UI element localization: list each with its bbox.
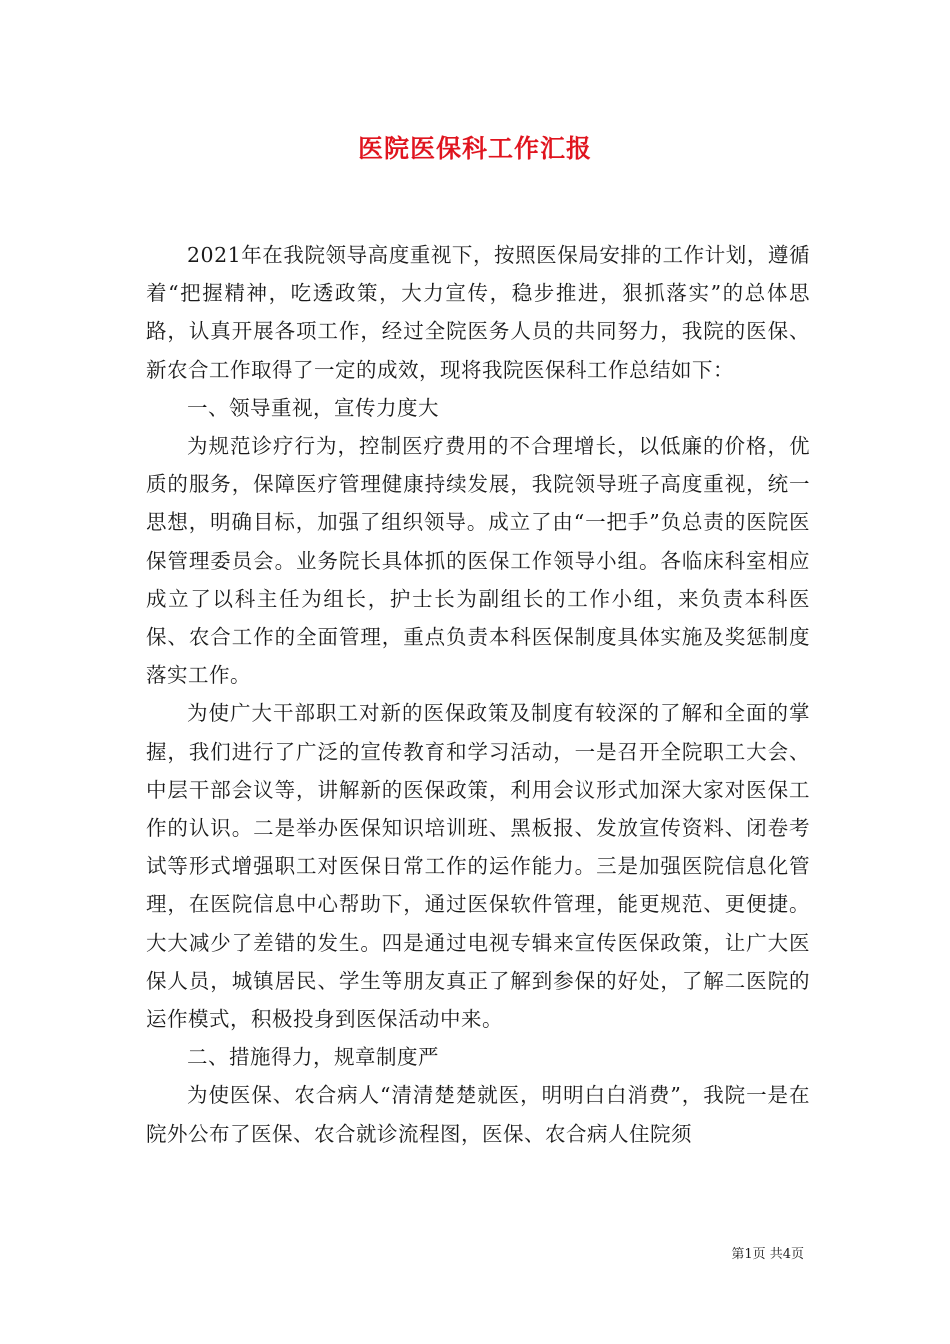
section-heading-2: 二、措施得力，规章制度严 xyxy=(187,1045,439,1070)
document-body xyxy=(146,236,810,1153)
paragraph-organization: 为规范诊疗行为，控制医疗费用的不合理增长，以低廉的价格，优质的服务，保障医疗管理健康持续发展，我院领导班子高度重视，统一思想，明确目标，加强了组织领导。成立了由“一把手”负总责的医院医保管理委员会。业务院长具体抓的医保工作领导小组。各临床科室相应成立了以科主任为组长，护士长为副组长的工作小组，来负责本科医保、农合工作的全面管理，重点负责本科医保制度具体实施及奖惩制度落实工作。 xyxy=(146,434,810,688)
page-number-footer: 第1页 共4页 xyxy=(731,1247,804,1262)
document-title: 医院医保科工作汇报 xyxy=(357,134,592,163)
paragraph-publicity: 为使广大干部职工对新的医保政策及制度有较深的了解和全面的掌握，我们进行了广泛的宣传教育和学习活动，一是召开全院职工大会、中层干部会议等，讲解新的医保政策，利用会议形式加深大家对医保工作的认识。二是举办医保知识培训班、黑板报、发放宣传资料、闭卷考试等形式增强职工对医保日常工作的运作能力。三是加强医院信息化管理，在医院信息中心帮助下，通过医保软件管理，能更规范、更便捷。大大减少了差错的发生。四是通过电视专辑来宣传医保政策，让广大医保人员，城镇居民、学生等朋友真正了解到参保的好处，了解二医院的运作模式，积极投身到医保活动中来。 xyxy=(146,701,810,1032)
section-heading-1: 一、领导重视，宣传力度大 xyxy=(187,395,439,420)
paragraph-measures: 为使医保、农合病人“清清楚楚就医，明明白白消费”，我院一是在院外公布了医保、农合就诊流程图，医保、农合病人住院须 xyxy=(146,1083,810,1146)
paragraph-intro: 2021年在我院领导高度重视下，按照医保局安排的工作计划，遵循着“把握精神，吃透政策，大力宣传，稳步推进，狠抓落实”的总体思路，认真开展各项工作，经过全院医务人员的共同努力，我院的医保、新农合工作取得了一定的成效，现将我院医保科工作总结如下： xyxy=(146,243,810,382)
